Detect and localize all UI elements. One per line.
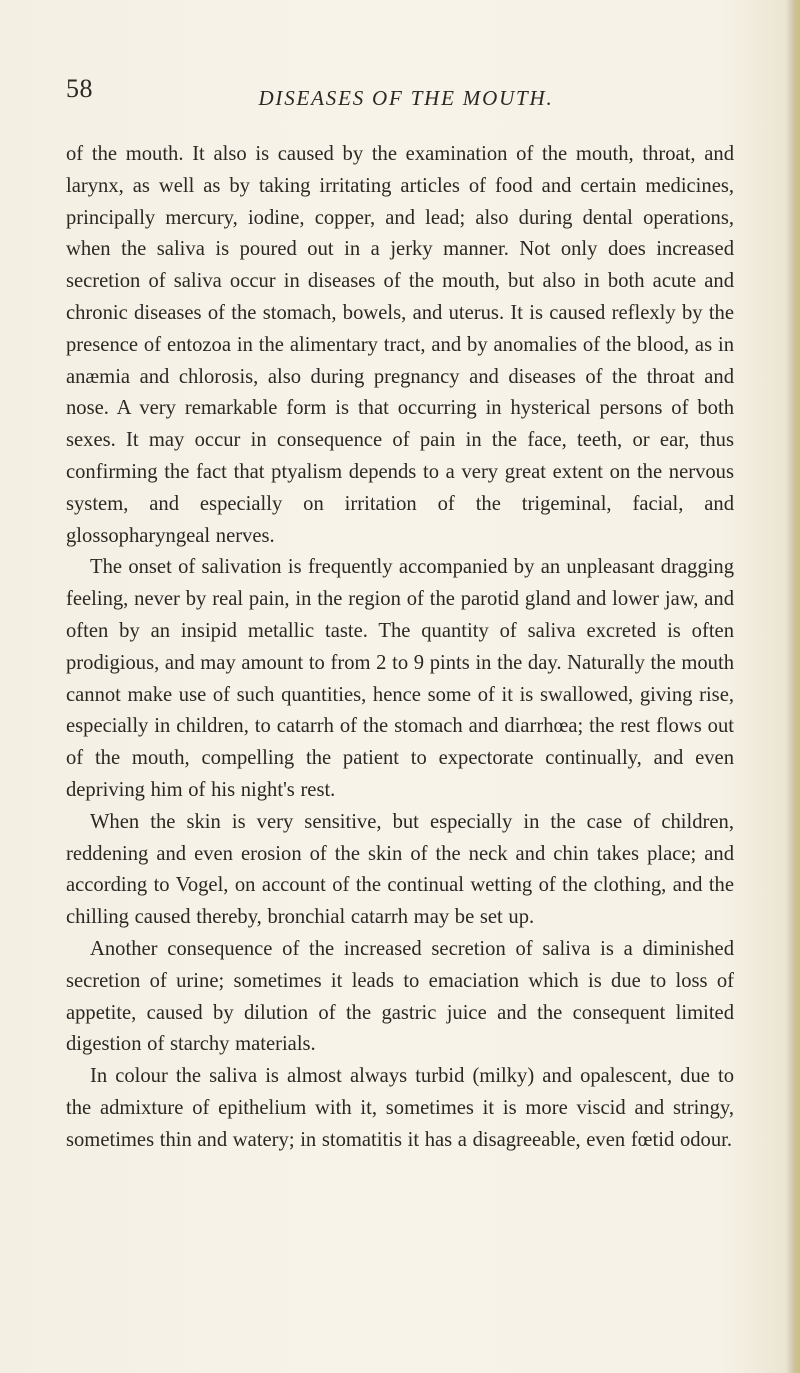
paragraph-1: of the mouth. It also is caused by the examination of the mouth, throat, and larynx, as well as by taking irritating articles of food and certain medicines, principally mercury, iodine, copper, and lead; also during dental operations, when the saliva is poured out in a jerky manner. Not only does increased secretion of saliva occur in diseases of the mouth, but also in both acute and chronic diseases of the stomach, bowels, and uterus. It is caused reflexly by the presence of entozoa in the alimentary tract, and by anomalies of the blood, as in anæmia and chlorosis, also during pregnancy and diseases of the throat and nose. A very remarkable form is that occurring in hysterical persons of both sexes. It may occur in consequence of pain in the face, teeth, or ear, thus confirming the fact that ptyalism depends to a very great extent on the nervous system, and especially on irritation of the trigeminal, facial, and glossopharyngeal nerves. (66, 143, 734, 547)
body-text (66, 139, 734, 1157)
page-edge-shadow (786, 0, 800, 1373)
paragraph-2: The onset of salivation is frequently accompanied by an unpleasant dragging feeling, never by real pain, in the region of the parotid gland and lower jaw, and often by an insipid metallic taste. The quantity of saliva excreted is often prodigious, and may amount to from 2 to 9 pints in the day. Naturally the mouth cannot make use of such quantities, hence some of it is swallowed, giving rise, especially in children, to catarrh of the stomach and diarrhœa; the rest flows out of the mouth, compelling the patient to expectorate continually, and even depriving him of his night's rest. (66, 556, 734, 801)
page-number: 58 (66, 74, 93, 103)
running-title: DISEASES OF THE MOUTH. (258, 86, 554, 110)
paragraph-3: When the skin is very sensitive, but especially in the case of children, reddening and even erosion of the skin of the neck and chin takes place; and according to Vogel, on account of the continual wetting of the clothing, and the chilling caused thereby, bronchial catarrh may be set up. (66, 810, 734, 929)
paragraph-4: Another consequence of the increased secretion of saliva is a diminished secretion of urine; sometimes it leads to emaciation which is due to loss of appetite, caused by dilution of the gastric juice and the consequent limited digestion of starchy materials. (66, 937, 734, 1056)
paragraph-5: In colour the saliva is almost always turbid (milky) and opalescent, due to the admixture of epithelium with it, sometimes it is more viscid and stringy, sometimes thin and watery; in stomatitis it has a disagreeable, even fœtid odour. (66, 1065, 734, 1151)
page-header (66, 74, 746, 114)
